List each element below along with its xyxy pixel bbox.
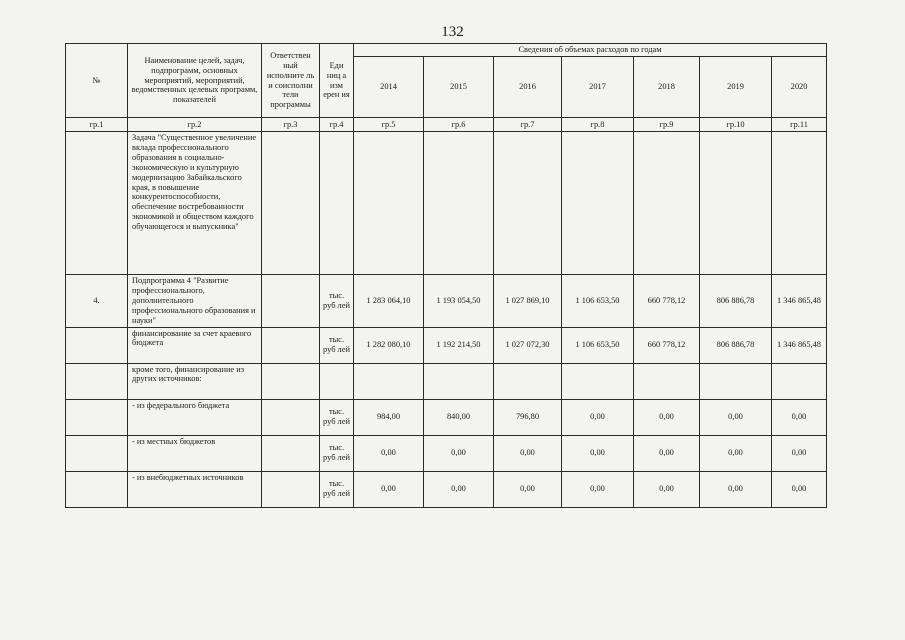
task-description: Задача "Существенное увеличение вклада профессионального образования в социально-экономическую и культурную модернизацию Забайкальского края, в повышение конкурентоспособности, обеспечение востребованности экономикой и обществом каждого обучающегося и выпускника": [128, 132, 262, 275]
page-number: 132: [441, 24, 464, 40]
value-cell: 0,00: [354, 435, 424, 471]
value-cell: 984,00: [354, 399, 424, 435]
value-cell: 0,00: [772, 435, 827, 471]
value-cell: 0,00: [562, 471, 634, 507]
value-cell: 0,00: [700, 399, 772, 435]
value-cell: [700, 363, 772, 399]
responsible-cell: [262, 327, 320, 363]
value-cell: 806 886,78: [700, 327, 772, 363]
row-name: - из местных бюджетов: [128, 435, 262, 471]
row-name: Подпрограмма 4 "Развитие профессионального, дополнительного профессионального образования и науки": [128, 275, 262, 328]
header-no: №: [66, 44, 128, 118]
header-year: 2014: [354, 57, 424, 118]
value-cell: 0,00: [562, 435, 634, 471]
value-cell: 840,00: [424, 399, 494, 435]
responsible-cell: [262, 363, 320, 399]
responsible-cell: [262, 399, 320, 435]
row-number: [66, 471, 128, 507]
unit-cell: [320, 363, 354, 399]
value-cell: [562, 363, 634, 399]
header-row-group: [66, 44, 827, 57]
table-cell: [424, 132, 494, 275]
value-cell: 1 346 865,48: [772, 275, 827, 328]
value-cell: 0,00: [424, 435, 494, 471]
table-cell: [262, 132, 320, 275]
value-cell: 806 886,78: [700, 275, 772, 328]
value-cell: 1 193 054,50: [424, 275, 494, 328]
value-cell: 0,00: [700, 435, 772, 471]
value-cell: 0,00: [634, 399, 700, 435]
value-cell: 0,00: [494, 435, 562, 471]
column-number: гр.5: [354, 118, 424, 132]
value-cell: 1 192 214,50: [424, 327, 494, 363]
task-row: [66, 132, 827, 275]
header-year: 2016: [494, 57, 562, 118]
column-number: гр.11: [772, 118, 827, 132]
value-cell: 0,00: [772, 399, 827, 435]
table-row: [66, 275, 827, 328]
header-responsible: Ответствен ный исполните ль и соисполни тели программы: [262, 44, 320, 118]
header-unit: Еди ниц а изм ерен ия: [320, 44, 354, 118]
value-cell: 796,80: [494, 399, 562, 435]
responsible-cell: [262, 471, 320, 507]
row-number: [66, 363, 128, 399]
table-row: [66, 435, 827, 471]
table-row: [66, 327, 827, 363]
unit-cell: тыс. руб лей: [320, 399, 354, 435]
value-cell: 0,00: [354, 471, 424, 507]
column-number: гр.9: [634, 118, 700, 132]
column-number: гр.1: [66, 118, 128, 132]
value-cell: 1 283 064,10: [354, 275, 424, 328]
row-number: [66, 399, 128, 435]
column-number: гр.7: [494, 118, 562, 132]
value-cell: 1 282 080,10: [354, 327, 424, 363]
column-number: гр.3: [262, 118, 320, 132]
header-year: 2017: [562, 57, 634, 118]
value-cell: 1 027 072,30: [494, 327, 562, 363]
budget-table: [65, 43, 827, 508]
value-cell: 1 346 865,48: [772, 327, 827, 363]
value-cell: 1 106 653,50: [562, 327, 634, 363]
column-number: гр.10: [700, 118, 772, 132]
value-cell: 0,00: [700, 471, 772, 507]
value-cell: 1 106 653,50: [562, 275, 634, 328]
value-cell: 1 027 869,10: [494, 275, 562, 328]
column-number: гр.8: [562, 118, 634, 132]
value-cell: 0,00: [562, 399, 634, 435]
row-number: [66, 327, 128, 363]
value-cell: 0,00: [772, 471, 827, 507]
responsible-cell: [262, 275, 320, 328]
header-expenses-group: Сведения об объемах расходов по годам: [354, 44, 827, 57]
value-cell: 660 778,12: [634, 327, 700, 363]
row-name: финансирование за счет краевого бюджета: [128, 327, 262, 363]
table-cell: [562, 132, 634, 275]
value-cell: [772, 363, 827, 399]
unit-cell: тыс. руб лей: [320, 327, 354, 363]
value-cell: 0,00: [634, 471, 700, 507]
column-number: гр.4: [320, 118, 354, 132]
table-cell: [320, 132, 354, 275]
table-row: [66, 363, 827, 399]
row-name: кроме того, финансирование из других источников:: [128, 363, 262, 399]
table-cell: [634, 132, 700, 275]
row-number: [66, 435, 128, 471]
column-number: гр.6: [424, 118, 494, 132]
column-number-row: [66, 118, 827, 132]
column-number: гр.2: [128, 118, 262, 132]
header-year: 2020: [772, 57, 827, 118]
row-number: 4.: [66, 275, 128, 328]
value-cell: 0,00: [424, 471, 494, 507]
value-cell: [494, 363, 562, 399]
value-cell: [424, 363, 494, 399]
table-cell: [66, 132, 128, 275]
table-cell: [354, 132, 424, 275]
header-name: Наименование целей, задач, подпрограмм, основных мероприятий, мероприятий, ведомственных целевых программ, показателей: [128, 44, 262, 118]
row-name: - из внебюджетных источников: [128, 471, 262, 507]
row-name: - из федерального бюджета: [128, 399, 262, 435]
value-cell: 660 778,12: [634, 275, 700, 328]
value-cell: [634, 363, 700, 399]
table-cell: [700, 132, 772, 275]
header-year: 2018: [634, 57, 700, 118]
unit-cell: тыс. руб лей: [320, 275, 354, 328]
unit-cell: тыс. руб лей: [320, 471, 354, 507]
table-row: [66, 399, 827, 435]
value-cell: [354, 363, 424, 399]
table-cell: [772, 132, 827, 275]
table-row: [66, 471, 827, 507]
header-year: 2015: [424, 57, 494, 118]
value-cell: 0,00: [494, 471, 562, 507]
responsible-cell: [262, 435, 320, 471]
value-cell: 0,00: [634, 435, 700, 471]
table-cell: [494, 132, 562, 275]
unit-cell: тыс. руб лей: [320, 435, 354, 471]
header-year: 2019: [700, 57, 772, 118]
